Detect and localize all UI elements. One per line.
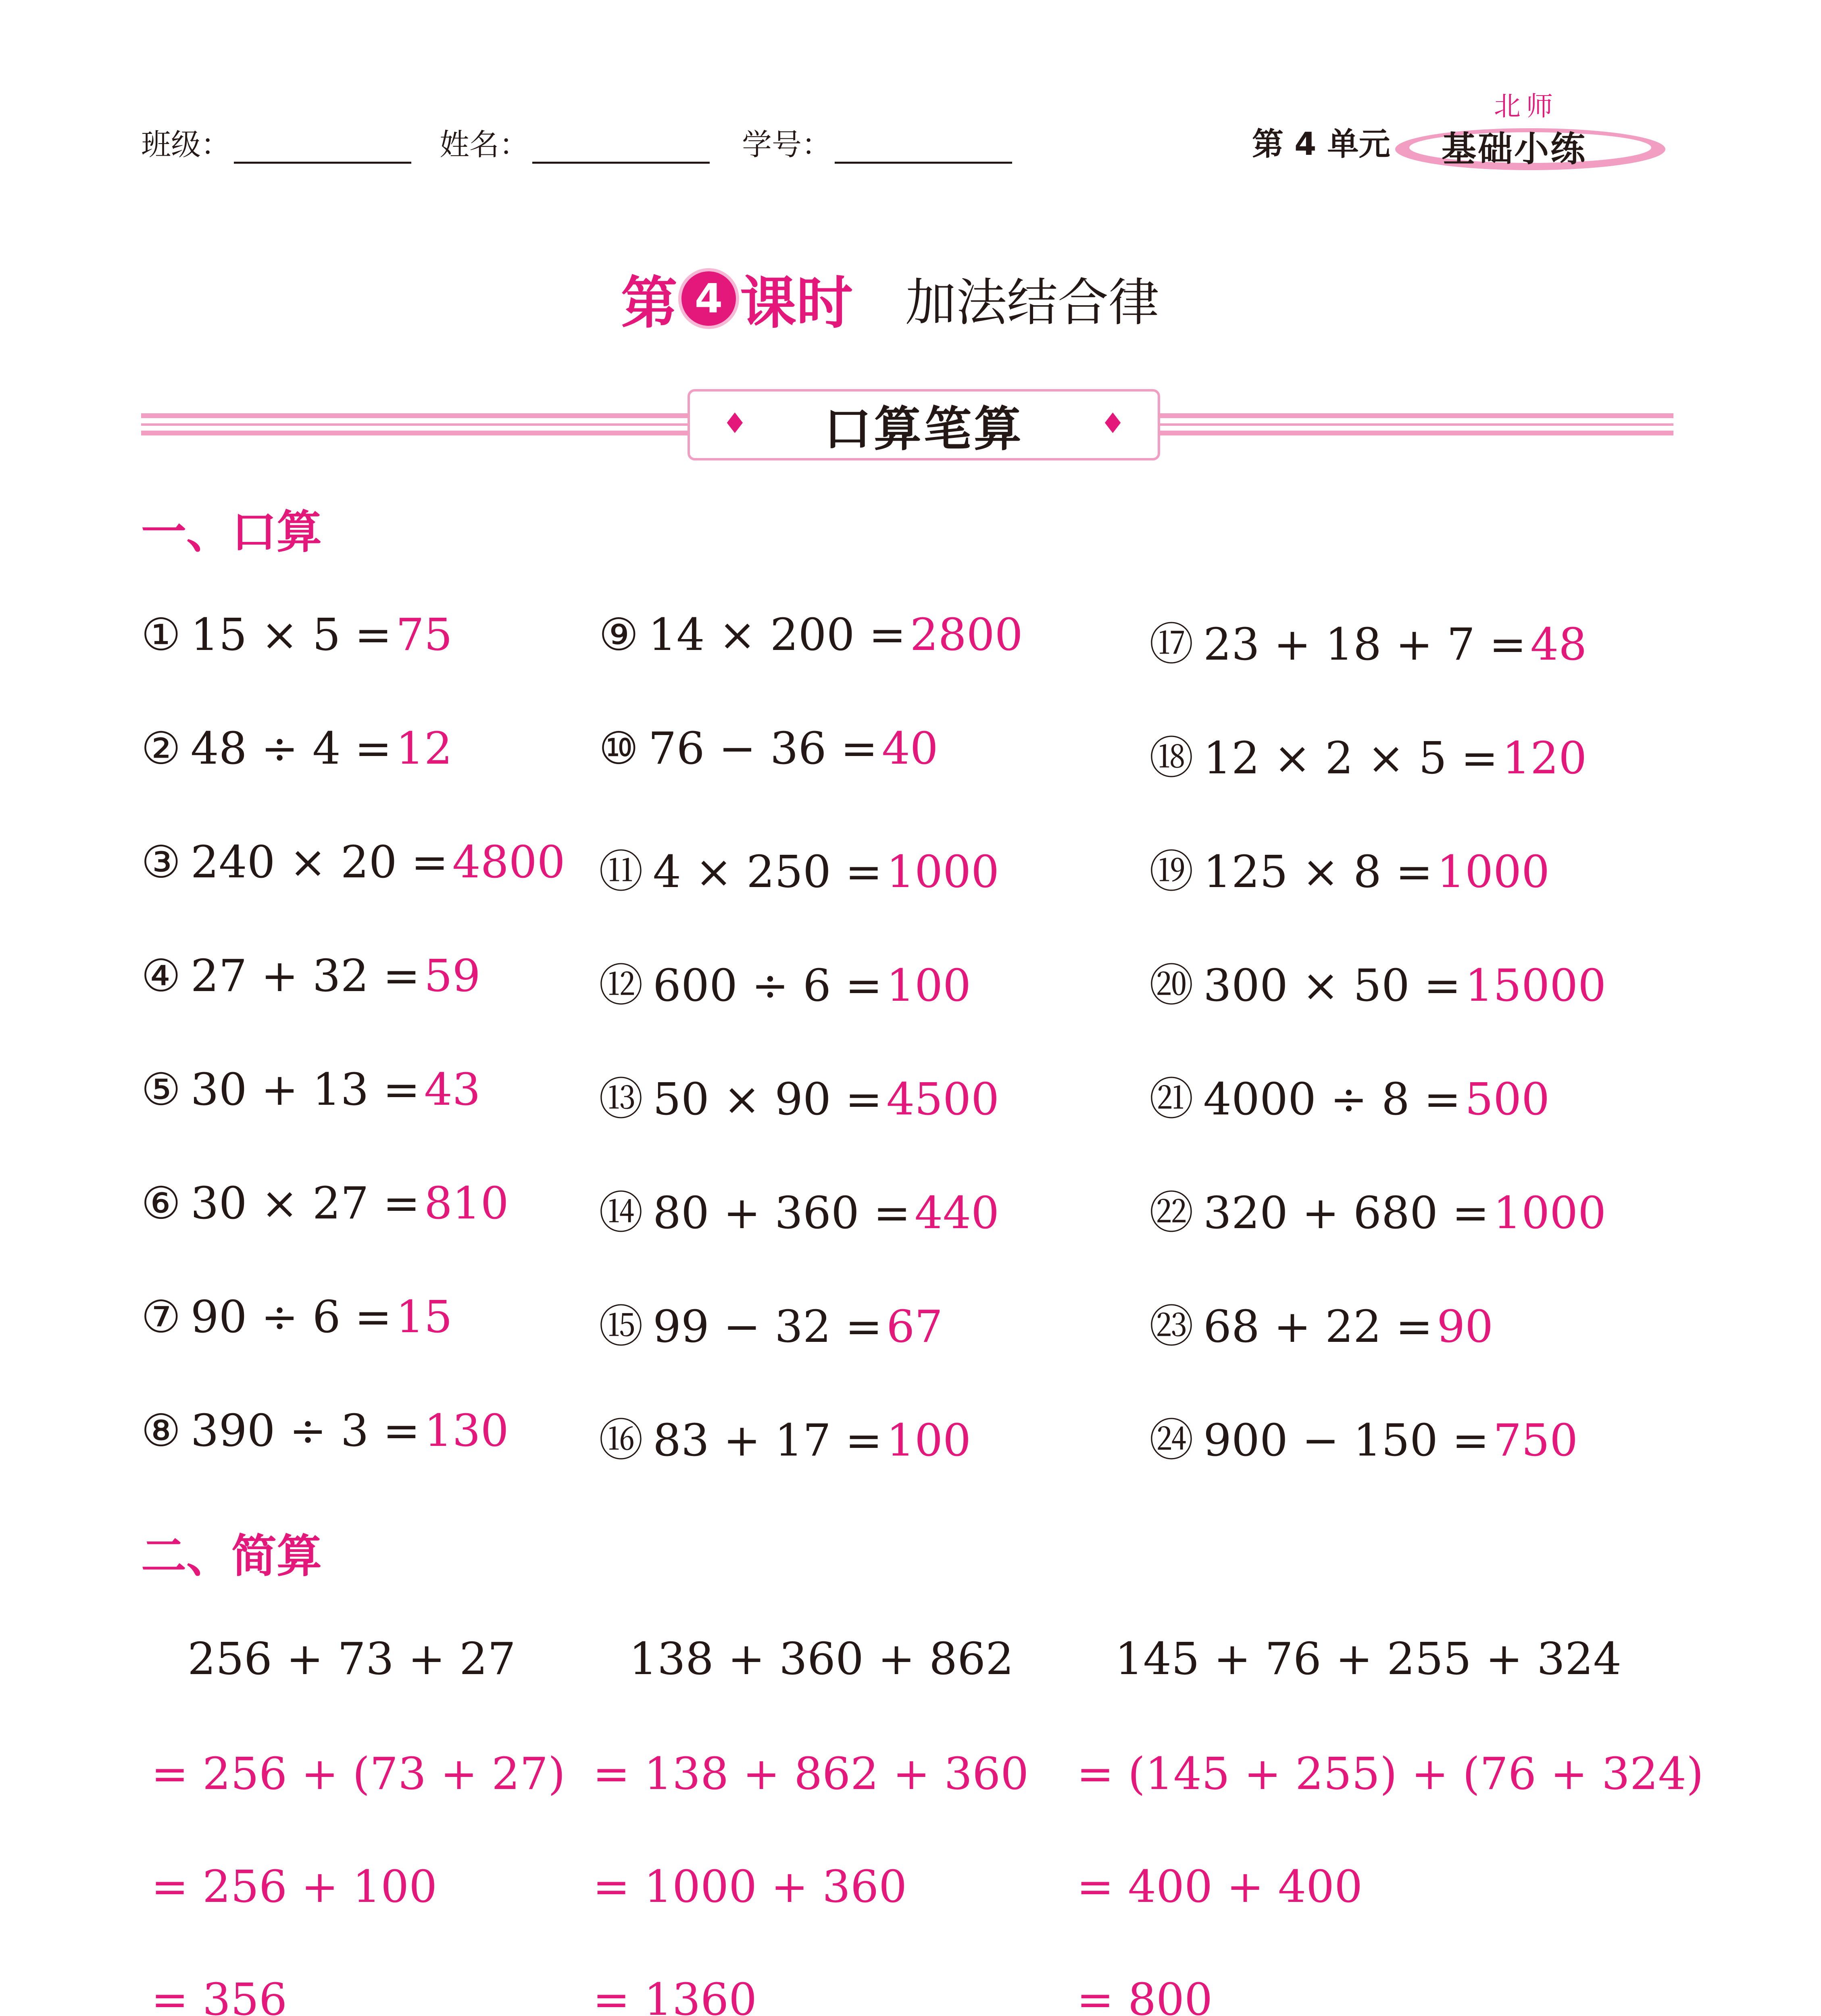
oral-problem [1149, 609, 1587, 673]
number-blank[interactable] [835, 129, 1012, 164]
problem-expression: 48 ÷ 4 = [190, 723, 392, 774]
problem-answer: 1000 [1437, 846, 1550, 898]
oral-problem [599, 723, 938, 774]
problem-number: ⑯ [599, 1414, 643, 1466]
lesson-topic: 加法结合律 [905, 273, 1160, 332]
oral-problem [599, 950, 971, 1014]
oral-problem [1149, 723, 1587, 786]
problem-expression: 50 × 90 = [653, 1073, 883, 1125]
problem-expression: 125 × 8 = [1203, 846, 1433, 898]
oral-problem [141, 723, 452, 774]
problem-number: ⑮ [599, 1301, 643, 1352]
problem-answer: 100 [886, 960, 971, 1011]
brand-top: 北师 [1494, 91, 1558, 122]
problem-answer: 4800 [452, 836, 565, 888]
problem-number: ② [141, 723, 181, 774]
number-field[interactable] [742, 121, 1012, 164]
brand-name: 基础小练 [1442, 129, 1587, 169]
problem-number: ⑩ [599, 723, 639, 774]
problem-number: ⑫ [599, 960, 643, 1011]
oral-problem [1149, 836, 1550, 900]
problem-answer: 15 [396, 1291, 452, 1343]
simplify-step: = 256 + 100 [151, 1861, 438, 1912]
simplify-step: = (145 + 255) + (76 + 324) [1077, 1748, 1704, 1799]
section-title-simplify: 二、简算 [141, 1530, 322, 1583]
name-field[interactable] [440, 121, 710, 164]
problem-expression: 27 + 32 = [190, 950, 420, 1002]
problem-answer: 90 [1437, 1301, 1494, 1352]
problem-expression: 4 × 250 = [653, 846, 883, 898]
problem-number: ⑧ [141, 1405, 181, 1456]
problem-number: ㉔ [1149, 1414, 1194, 1466]
diamond-icon: ♦ [722, 407, 748, 440]
problem-number: ⑥ [141, 1177, 181, 1229]
problem-number: ㉓ [1149, 1301, 1194, 1352]
simplify-step: = 800 [1077, 1974, 1213, 2016]
problem-expression: 300 × 50 = [1203, 960, 1461, 1011]
problem-expression: 90 ÷ 6 = [190, 1291, 392, 1343]
problem-answer: 750 [1493, 1414, 1578, 1466]
problem-answer: 120 [1502, 732, 1587, 784]
lesson-title [621, 258, 1159, 339]
simplify-question: 145 + 76 + 255 + 324 [1115, 1633, 1622, 1685]
problem-expression: 240 × 20 = [190, 836, 448, 888]
problem-answer: 59 [424, 950, 481, 1002]
problem-expression: 23 + 18 + 7 = [1203, 619, 1527, 670]
problem-answer: 810 [424, 1177, 509, 1229]
oral-problem [1149, 1291, 1493, 1355]
problem-expression: 600 ÷ 6 = [653, 960, 883, 1011]
problem-answer: 48 [1530, 619, 1587, 670]
lesson-number-badge: 4 [681, 271, 736, 326]
banner-box [688, 389, 1160, 460]
problem-answer: 67 [886, 1301, 943, 1352]
problem-number: ⑨ [599, 609, 639, 660]
oral-problem [1149, 1064, 1550, 1127]
problem-answer: 40 [881, 723, 938, 774]
problem-number: ㉑ [1149, 1073, 1194, 1125]
section-title-oral: 一、口算 [141, 506, 322, 558]
problem-expression: 900 − 150 = [1203, 1414, 1490, 1466]
oral-problem [599, 1291, 943, 1355]
oral-problem [1149, 1405, 1578, 1468]
oral-problem [599, 609, 1023, 660]
unit-label: 第 4 单元 [1252, 126, 1390, 162]
problem-expression: 12 × 2 × 5 = [1203, 732, 1498, 784]
lesson-suffix: 课时 [740, 271, 853, 336]
problem-answer: 1000 [886, 846, 1000, 898]
problem-number: ㉒ [1149, 1187, 1194, 1239]
oral-problem [1149, 950, 1606, 1014]
oral-problem [599, 1405, 971, 1468]
problem-expression: 76 − 36 = [648, 723, 878, 774]
problem-answer: 12 [396, 723, 452, 774]
simplify-step: = 1360 [593, 1974, 757, 2016]
problem-answer: 43 [424, 1064, 481, 1115]
number-label: 学号： [742, 127, 831, 162]
problem-expression: 14 × 200 = [648, 609, 906, 660]
problem-expression: 99 − 32 = [653, 1301, 883, 1352]
oral-problem [599, 1177, 999, 1241]
problem-answer: 130 [424, 1405, 509, 1456]
oral-problem [141, 1177, 509, 1229]
name-blank[interactable] [532, 129, 710, 164]
problem-number: ⑦ [141, 1291, 181, 1343]
oral-problem [141, 950, 481, 1002]
diamond-icon: ♦ [1100, 407, 1125, 440]
banner-label: 口算笔算 [823, 401, 1024, 457]
lesson-prefix: 第 [621, 271, 678, 336]
problem-number: ⑰ [1149, 619, 1194, 670]
simplify-step: = 138 + 862 + 360 [593, 1748, 1029, 1799]
simplify-step: = 256 + (73 + 27) [151, 1748, 566, 1799]
oral-problem [141, 1291, 452, 1343]
problem-expression: 68 + 22 = [1203, 1301, 1433, 1352]
problem-answer: 2800 [910, 609, 1023, 660]
oral-problem [599, 836, 999, 900]
problem-number: ⑬ [599, 1073, 643, 1125]
problem-expression: 30 + 13 = [190, 1064, 420, 1115]
simplify-question: 256 + 73 + 27 [188, 1633, 516, 1685]
simplify-question: 138 + 360 + 862 [629, 1633, 1014, 1685]
problem-expression: 4000 ÷ 8 = [1203, 1073, 1461, 1125]
problem-number: ⑱ [1149, 732, 1194, 784]
class-field[interactable] [141, 121, 411, 164]
problem-number: ⑳ [1149, 960, 1194, 1011]
simplify-step: = 1000 + 360 [593, 1861, 907, 1912]
problem-expression: 83 + 17 = [653, 1414, 883, 1466]
class-label: 班级： [141, 127, 231, 162]
problem-number: ① [141, 609, 181, 660]
oral-problem [141, 1064, 481, 1115]
problem-expression: 30 × 27 = [190, 1177, 420, 1229]
simplify-step: = 356 [151, 1974, 288, 2016]
oral-problem [599, 1064, 999, 1127]
oral-problem [141, 1405, 509, 1456]
oral-problem [1149, 1177, 1606, 1241]
problem-answer: 100 [886, 1414, 971, 1466]
problem-expression: 320 + 680 = [1203, 1187, 1490, 1239]
oral-problem [141, 836, 565, 888]
problem-answer: 440 [915, 1187, 1000, 1239]
problem-expression: 80 + 360 = [653, 1187, 911, 1239]
class-blank[interactable] [234, 129, 411, 164]
problem-number: ⑤ [141, 1064, 181, 1115]
problem-answer: 75 [396, 609, 452, 660]
problem-number: ⑪ [599, 846, 643, 898]
problem-number: ⑭ [599, 1187, 643, 1239]
problem-expression: 390 ÷ 3 = [190, 1405, 420, 1456]
simplify-step: = 400 + 400 [1077, 1861, 1363, 1912]
problem-number: ③ [141, 836, 181, 888]
problem-number: ⑲ [1149, 846, 1194, 898]
problem-expression: 15 × 5 = [190, 609, 392, 660]
problem-answer: 4500 [886, 1073, 1000, 1125]
problem-answer: 1000 [1493, 1187, 1606, 1239]
name-label: 姓名： [440, 127, 529, 162]
problem-number: ④ [141, 950, 181, 1002]
problem-answer: 500 [1465, 1073, 1550, 1125]
oral-problem [141, 609, 452, 660]
problem-answer: 15000 [1465, 960, 1606, 1011]
